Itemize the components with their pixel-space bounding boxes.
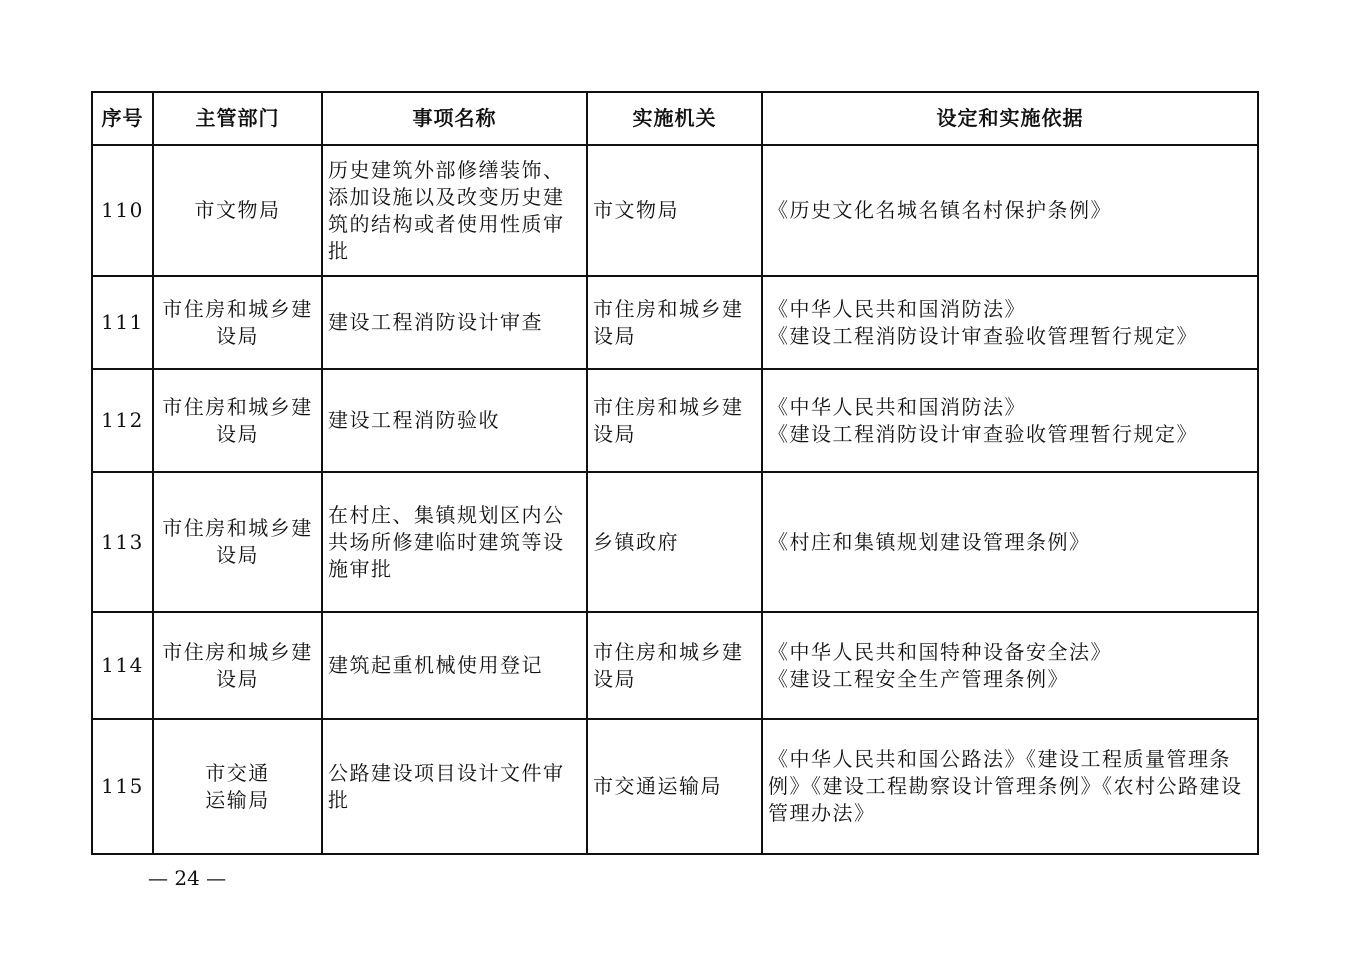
basis-cell [762, 612, 1258, 719]
seq-cell: 110 [92, 145, 153, 276]
basis-line: 《中华人民共和国公路法》《建设工程质量管理条例》《建设工程勘察设计管理条例》《农村公路建设管理办法》 [768, 747, 1243, 825]
basis-line: 《村庄和集镇规划建设管理条例》 [768, 529, 1091, 554]
agency-cell [587, 719, 762, 854]
agency-line: 市交通运输局 [593, 774, 722, 798]
item-cell [322, 472, 587, 612]
item-cell [322, 276, 587, 369]
header-item: 事项名称 [322, 92, 587, 145]
dept-line: 市住房和城乡建 [162, 516, 313, 540]
dept-cell [153, 612, 322, 719]
agency-cell [587, 369, 762, 472]
seq-cell: 113 [92, 472, 153, 612]
item-cell [322, 612, 587, 719]
header-basis: 设定和实施依据 [762, 92, 1258, 145]
item-cell [322, 369, 587, 472]
item-line: 建设工程消防验收 [328, 408, 500, 432]
agency-cell [587, 472, 762, 612]
dept-line: 设局 [216, 543, 259, 567]
table-header-row [92, 92, 1258, 145]
agency-cell [587, 145, 762, 276]
dept-line: 市住房和城乡建 [162, 639, 313, 664]
basis-line: 《中华人民共和国特种设备安全法》 [768, 639, 1112, 664]
basis-cell [762, 145, 1258, 276]
seq-cell: 111 [92, 276, 153, 369]
table-row [92, 145, 1258, 276]
dept-cell [153, 719, 322, 854]
item-line: 建筑起重机械使用登记 [328, 653, 543, 677]
item-line: 公路建设项目设计文件审批 [328, 760, 565, 812]
agency-cell [587, 612, 762, 719]
basis-line: 《建设工程消防设计审查验收管理暂行规定》 [768, 323, 1198, 348]
basis-line: 《建设工程消防设计审查验收管理暂行规定》 [768, 421, 1198, 446]
header-dept: 主管部门 [153, 92, 322, 145]
item-line: 在村庄、集镇规划区内公共场所修建临时建筑等设施审批 [328, 502, 565, 581]
basis-cell [762, 276, 1258, 369]
seq-cell: 115 [92, 719, 153, 854]
table-row [92, 276, 1258, 369]
seq-cell: 114 [92, 612, 153, 719]
dept-cell [153, 472, 322, 612]
agency-line: 乡镇政府 [593, 529, 679, 554]
dept-line: 市文物局 [194, 198, 281, 222]
agency-line: 市住房和城乡建设局 [593, 639, 744, 691]
agency-line: 市住房和城乡建设局 [593, 296, 744, 348]
header-agency: 实施机关 [587, 92, 762, 145]
dept-cell [153, 145, 322, 276]
dept-line: 市住房和城乡建 [162, 394, 313, 419]
seq-cell: 112 [92, 369, 153, 472]
table-row [92, 472, 1258, 612]
basis-line: 《历史文化名城名镇名村保护条例》 [768, 198, 1112, 222]
basis-line: 《中华人民共和国消防法》 [768, 296, 1026, 321]
agency-line: 市住房和城乡建设局 [593, 394, 744, 446]
table-row [92, 369, 1258, 472]
table-row [92, 719, 1258, 854]
dept-line: 设局 [216, 666, 259, 691]
dept-cell [153, 276, 322, 369]
item-line: 建设工程消防设计审查 [328, 310, 543, 334]
basis-cell [762, 369, 1258, 472]
dept-line: 市住房和城乡建 [162, 296, 313, 321]
dept-cell [153, 369, 322, 472]
basis-cell [762, 719, 1258, 854]
page-number: — 24 — [148, 866, 227, 890]
approval-items-table [91, 91, 1259, 855]
dept-line: 运输局 [205, 787, 270, 812]
dept-line: 市交通 [205, 760, 270, 785]
item-line: 历史建筑外部修缮装饰、添加设施以及改变历史建筑的结构或者使用性质审批 [328, 157, 565, 263]
agency-cell [587, 276, 762, 369]
basis-line: 《建设工程安全生产管理条例》 [768, 666, 1069, 691]
item-cell [322, 145, 587, 276]
header-seq: 序号 [92, 92, 153, 145]
dept-line: 设局 [216, 323, 259, 348]
basis-cell [762, 472, 1258, 612]
basis-line: 《中华人民共和国消防法》 [768, 394, 1026, 419]
dept-line: 设局 [216, 421, 259, 446]
item-cell [322, 719, 587, 854]
table-row [92, 612, 1258, 719]
agency-line: 市文物局 [593, 198, 679, 222]
